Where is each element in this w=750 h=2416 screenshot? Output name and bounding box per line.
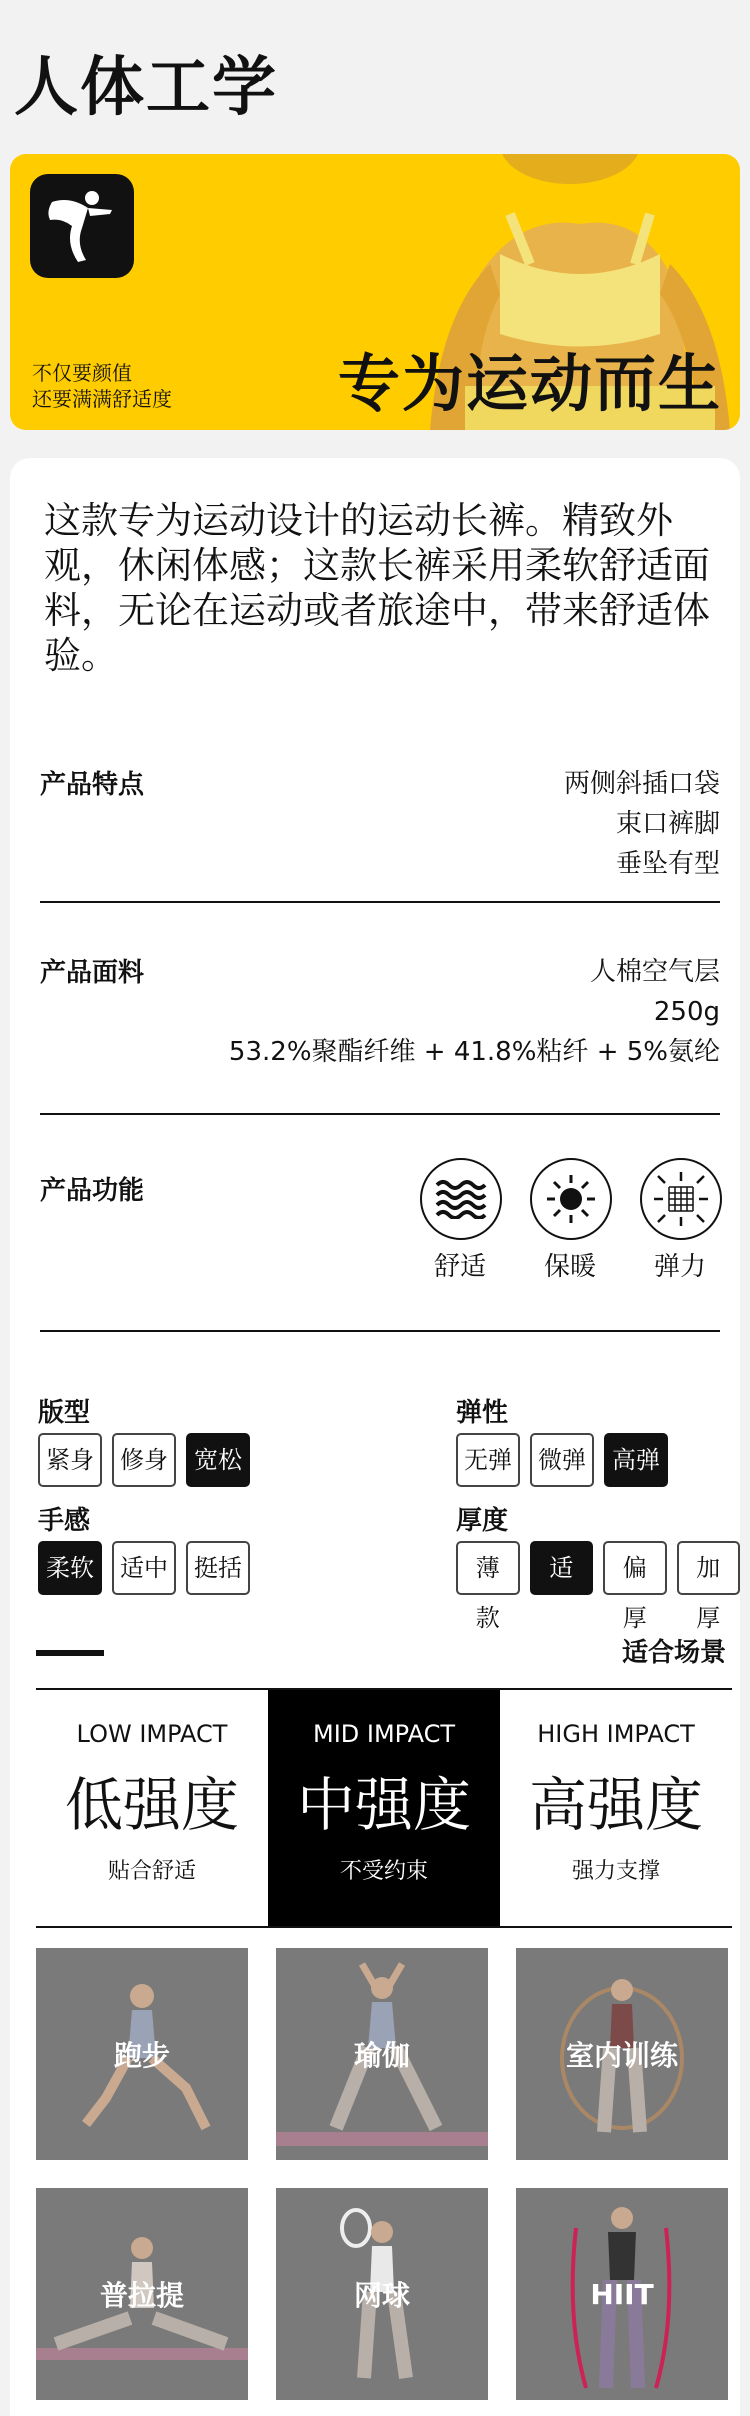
fabric-label: 产品面料	[40, 958, 145, 988]
scene-label: 室内训练	[565, 2039, 678, 2072]
feel-title: 手感	[38, 1506, 91, 1536]
scene-tile-running	[36, 1948, 248, 2160]
intensity-en: LOW IMPACT	[76, 1720, 228, 1748]
fit-option-slim: 修身	[112, 1433, 176, 1487]
divider	[40, 1113, 720, 1115]
scene-label: 瑜伽	[353, 2039, 410, 2072]
fabric-value: 250g	[653, 997, 720, 1027]
features-label: 产品特点	[40, 770, 145, 800]
scene-label: HIIT	[590, 2277, 654, 2311]
elasticity-attribute	[456, 1392, 668, 1487]
intensity-cn: 低强度	[64, 1771, 239, 1839]
feel-attribute	[38, 1500, 250, 1595]
stretch-grid-icon	[640, 1158, 722, 1240]
intensity-en: MID IMPACT	[312, 1720, 456, 1748]
functions-label: 产品功能	[40, 1176, 145, 1206]
function-label: 保暖	[543, 1252, 596, 1282]
yoga-app-icon	[30, 174, 134, 278]
fit-title: 版型	[38, 1398, 91, 1428]
function-label: 舒适	[433, 1252, 486, 1282]
function-label: 弹力	[653, 1252, 706, 1282]
scene-tile-indoor-training	[516, 1948, 728, 2160]
product-intro: 这款专为运动设计的运动长裤。精致外观，休闲体感；这款长裤采用柔软舒适面料，无论在运动或者旅途中，带来舒适体验。	[44, 499, 710, 677]
feature-value: 两侧斜插口袋	[563, 769, 720, 799]
scene-tile-hiit	[516, 2188, 728, 2400]
function-item	[640, 1158, 720, 1283]
fabric-value: 人棉空气层	[589, 957, 720, 987]
fabric-values	[229, 952, 720, 1072]
intensity-high	[500, 1690, 732, 1926]
intensity-cn: 中强度	[296, 1771, 471, 1839]
page-title: 人体工学	[14, 51, 278, 125]
elasticity-option-slight: 微弹	[530, 1433, 594, 1487]
banner-subtitle	[32, 360, 172, 412]
banner-headline: 专为运动而生	[337, 347, 722, 420]
elasticity-option-high-selected: 高弹	[604, 1433, 668, 1487]
thickness-option-extra-thick: 加厚	[677, 1541, 741, 1595]
banner-subtitle-line1: 不仅要颜值	[32, 361, 132, 385]
elasticity-option-none: 无弹	[456, 1433, 520, 1487]
hero-banner	[10, 154, 740, 430]
intensity-desc: 强力支撑	[571, 1859, 660, 1884]
scenes-title: 适合场景	[621, 1638, 726, 1668]
feature-value: 束口裤脚	[615, 809, 720, 839]
intensity-mid-active	[268, 1690, 500, 1926]
intensity-low	[36, 1690, 268, 1926]
feature-value: 垂坠有型	[615, 849, 720, 879]
thickness-option-thick: 偏厚	[603, 1541, 667, 1595]
fit-option-loose-selected: 宽松	[186, 1433, 250, 1487]
section-accent-bar	[36, 1650, 104, 1656]
scene-tile-yoga	[276, 1948, 488, 2160]
intensity-table	[36, 1688, 732, 1928]
intensity-cn: 高强度	[528, 1771, 703, 1839]
features-values	[564, 764, 720, 884]
feel-option-soft-selected: 柔软	[38, 1541, 102, 1595]
feel-option-crisp: 挺括	[186, 1541, 250, 1595]
fit-option-tight: 紧身	[38, 1433, 102, 1487]
thickness-option-thin: 薄款	[456, 1541, 520, 1595]
product-detail-card	[10, 458, 740, 2416]
banner-subtitle-line2: 还要满满舒适度	[32, 387, 172, 411]
function-item	[530, 1158, 610, 1283]
thickness-option-medium-selected: 适中	[530, 1541, 594, 1595]
feel-option-medium: 适中	[112, 1541, 176, 1595]
thickness-title: 厚度	[456, 1506, 509, 1536]
intensity-en: HIGH IMPACT	[537, 1720, 695, 1748]
scene-tile-pilates	[36, 2188, 248, 2400]
scene-tile-tennis	[276, 2188, 488, 2400]
sun-icon	[530, 1158, 612, 1240]
fabric-value: 53.2%聚酯纤维 + 41.8%粘纤 + 5%氨纶	[228, 1037, 720, 1067]
divider	[40, 901, 720, 903]
function-list	[420, 1158, 720, 1283]
waves-icon	[420, 1158, 502, 1240]
function-item	[420, 1158, 500, 1283]
scene-label: 普拉提	[99, 2279, 184, 2312]
scene-label: 跑步	[113, 2039, 170, 2072]
scene-label: 网球	[353, 2279, 410, 2312]
intensity-desc: 贴合舒适	[107, 1859, 196, 1884]
thickness-attribute	[456, 1500, 740, 1632]
divider	[40, 1330, 720, 1332]
intensity-desc: 不受约束	[339, 1859, 428, 1884]
elasticity-title: 弹性	[456, 1398, 509, 1428]
fit-attribute	[38, 1392, 250, 1487]
